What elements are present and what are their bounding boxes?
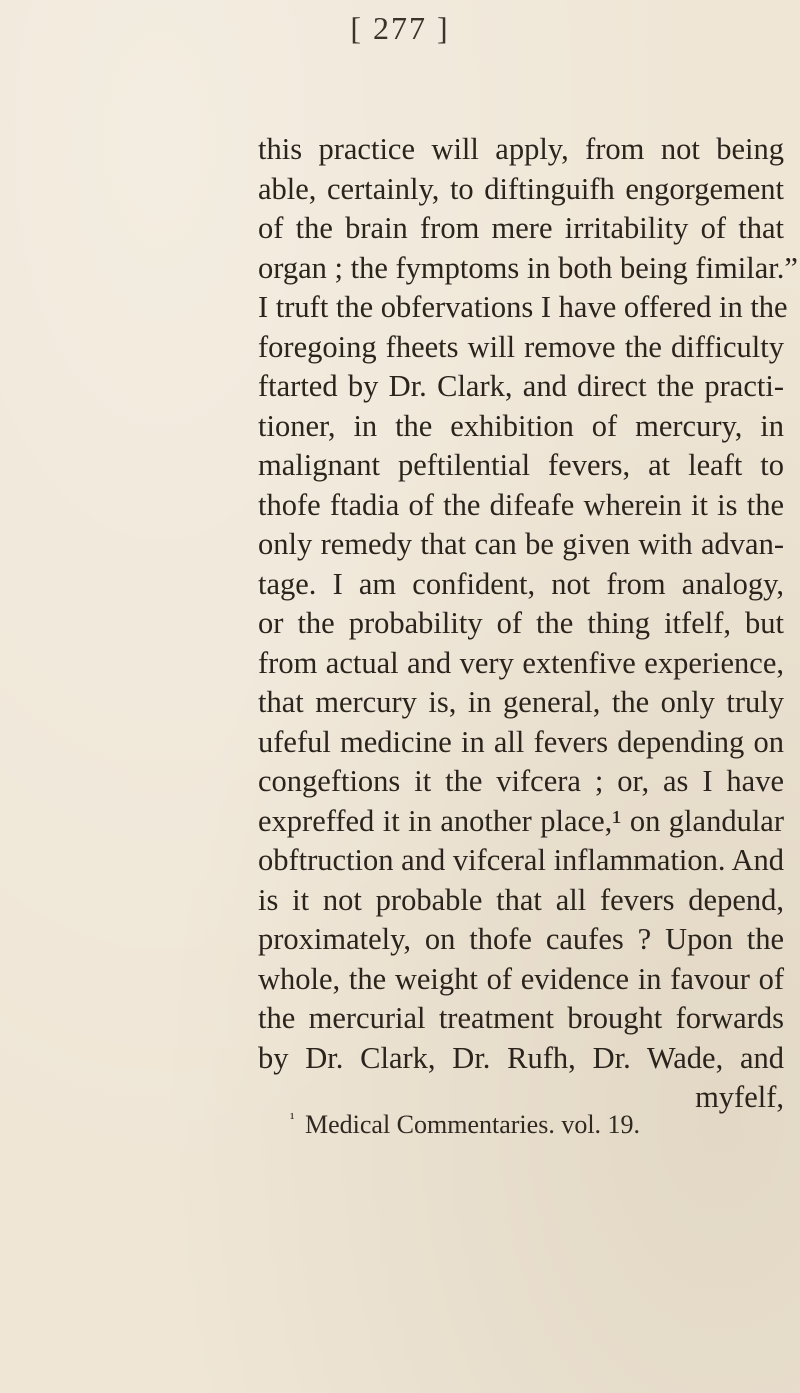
text-line-7: ftarted by Dr. Clark, and direct the practi- — [258, 369, 784, 403]
text-line-6: foregoing fheets will remove the difficulty — [258, 329, 784, 364]
footnote-marker: ¹ — [290, 1111, 295, 1128]
text-line-20: is it not probable that all fevers depend, — [258, 882, 784, 917]
text-line-8: tioner, in the exhibition of mercury, in — [258, 408, 784, 443]
text-line-5: I truft the obfervations I have offered in the — [258, 290, 788, 324]
text-line-4: organ ; the fymptoms in both being fimilar.” — [258, 250, 798, 285]
text-line-19: obftruction and vifceral inflammation. And — [258, 843, 784, 877]
text-line-10: thofe ftadia of the difeafe wherein it is the — [258, 487, 784, 522]
footnote — [290, 1110, 640, 1140]
text-line-13: or the probability of the thing itfelf, but — [258, 606, 784, 640]
footnote-text: Medical Commentaries. vol. 19. — [305, 1110, 641, 1139]
text-line-15: that mercury is, in general, the only truly — [258, 685, 784, 719]
text-line-17: congeftions it the vifcera ; or, as I have — [258, 764, 784, 798]
text-line-12: tage. I am confident, not from analogy, — [258, 566, 784, 601]
text-line-9: malignant peftilential fevers, at leaft to — [258, 448, 784, 482]
text-line-21: proximately, on thofe caufes ? Upon the — [258, 922, 784, 956]
text-line-22: whole, the weight of evidence in favour of — [258, 961, 784, 996]
text-line-14: from actual and very extenfive experience, — [258, 645, 784, 680]
text-line-2: able, certainly, to diftinguifh engorgement — [258, 171, 784, 206]
text-line-11: only remedy that can be given with advan- — [258, 527, 784, 561]
text-line-23: the mercurial treatment brought forwards — [258, 1001, 784, 1035]
text-line-25: myfelf, — [695, 1080, 784, 1114]
text-line-3: of the brain from mere irritability of that — [258, 211, 784, 245]
page-number: [ 277 ] — [350, 10, 450, 46]
text-line-16: ufeful medicine in all fevers depending on — [258, 724, 784, 759]
text-line-18: expreffed it in another place,¹ on glandular — [258, 803, 784, 838]
text-line-1: this practice will apply, from not being — [258, 132, 784, 166]
text-line-24: by Dr. Clark, Dr. Rufh, Dr. Wade, and — [258, 1040, 784, 1075]
